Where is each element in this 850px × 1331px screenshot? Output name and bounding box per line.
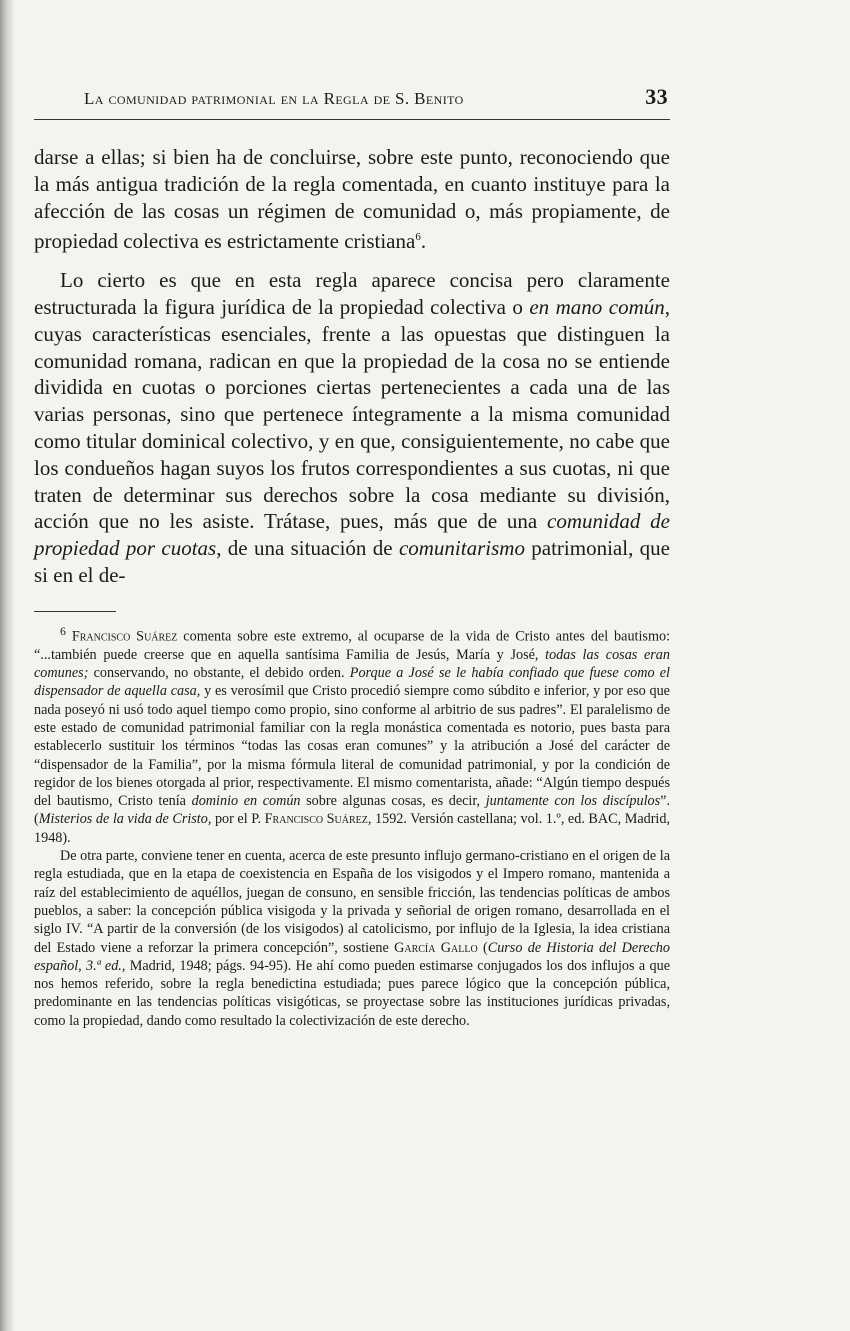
footnote-6-italic-e: Misterios de la vida de Cristo, [38,811,212,828]
paragraph-1-text: darse a ellas; si bien ha de concluirse, sobre este punto, reconociendo que la más antigua tradición de la regla comentada, en cuanto instituye para la afección de las cosas un régimen de comunidad o, más propiamente, de propiedad colectiva es estrictamente cristiana [34,145,670,254]
footnote-7-author: García Gallo [394,939,478,956]
footnote-6-author: Francisco Suárez [71,628,178,645]
footnote-7-text-a: De otra parte, conviene tener en cuenta, acerca de este presunto influjo germano-cristiano en el origen de la regla estudiada, que en la etapa de coexistencia en España de los visigodos y el Impero romano, mantenida a raíz del establecimiento de aquéllos, juegan de consuno, en sensible fricción, las tendencias políticas de ambos pueblos, a saber: la concepción pública visigoda y la privada y señorial de origen romano, desarrollada en el siglo IV. “A partir de la conversión (de los visigodos) al catolicismo, por influjo de la Iglesia, la idea cristiana del Estado viene a reforzar la primera concepción”, sostiene [34,848,670,956]
paragraph-2-italic-a: en mano común [529,294,665,319]
footnote-6-text-d: sobre algunas cosas, es decir, [300,793,486,810]
footnote-ref-6: 6 [415,231,421,244]
footnote-7 [34,847,670,1030]
footnote-6-author-2: Francisco Suárez [264,811,368,828]
footnote-7-text-b: ( [477,939,488,956]
footnote-7-italic: Curso de Historia del Derecho español, 3.ª ed., [34,939,670,974]
book-spine-shadow [0,0,14,1331]
footnote-6-text-e: ”. ( [34,793,670,828]
paragraph-2 [34,267,670,589]
footnote-6-text-g: , 1592. Versión castellana; vol. 1.º, ed. BAC, Madrid, 1948). [34,811,671,846]
footnote-6 [34,622,670,847]
running-title: La comunidad patrimonial en la Regla de S. Benito [84,89,464,108]
paragraph-2-text-b: , cuyas características esenciales, frente a las opuestas que distinguen la comunidad romana, radican en que la propiedad de la cosa no se entiende dividida en cuotas o porciones ciertas pertenecientes a cada una de las varias personas, sino que pertenece íntegramente a la misma comunidad como titular dominical colectivo, y en que, consiguientemente, no cabe que los condueños hagan suyos los frutos correspondientes a sus cuotas, ni que traten de determinar sus derechos sobre la cosa mediante su división, acción que no les asiste. Trátase, pues, más que de una [34,294,670,534]
book-page [34,84,670,1030]
paragraph-2-italic-c: comunitarismo [398,536,525,561]
paragraph-2-text-d: patrimonial, que si en el de- [34,536,670,587]
paragraph-2-text-c: , de una situación de [216,536,399,561]
page-number: 33 [645,84,668,109]
footnote-rule [34,611,116,612]
footnote-6-marker: 6 [60,623,66,638]
paragraph-1 [34,144,670,255]
footnote-6-text-b: conservando, no obstante, el debido orden. [88,665,350,682]
paragraph-2-italic-b: comunidad de propiedad por cuotas [34,509,670,561]
running-header [34,84,670,120]
footnote-6-italic-a: todas las cosas eran comunes; [34,646,670,682]
footnote-6-italic-d: juntamente con los discípulos [485,793,661,810]
footnote-6-text-c: y es verosímil que Cristo procedió siempre como súbdito e inferior, y por eso que nada poseyó ni usó todo aquel tiempo como propio, sino conforme al arbitrio de sus padres”. El paralelismo de este estado de comunidad patrimonial familiar con la regla monástica comentada es notorio, pues basta para establecerlo sustituir los términos “todas las cosas eran comunes” y la atribución a José del carácter de “dispensador de la Familia”, por la misma fórmula literal de comunidad patrimonial, y por la condición de regidor de los bienes otorgada al prior, respectivamente. El mismo comentarista, añade: “Algún tiempo después del bautismo, Cristo tenía [34,683,670,810]
main-text [34,144,670,589]
paragraph-2-text-a: Lo cierto es que en esta regla aparece concisa pero claramente estructurada la figura jurídica de la propiedad colectiva o [34,268,670,319]
footnote-7-text-c: Madrid, 1948; págs. 94-95). He ahí como pueden estimarse conjugados los dos influjos a que nos hemos referido, sobre la regla benedictina estudiada; pues parece lógico que la concepción pública, predominante en las tendencias políticas visigóticas, se proyectase sobre las instituciones jurídicas privadas, como la propiedad, dando como resultado la colectivización de este derecho. [34,957,670,1029]
footnote-6-italic-c: dominio en común [191,793,301,810]
footnote-6-text-a: comenta sobre este extremo, al ocuparse de la vida de Cristo antes del bautismo: “...también puede creerse que en aquella santísima Familia de Jesús, María y José, [34,628,671,663]
footnote-6-text-f: por el P. [211,811,265,828]
paragraph-1-end: . [420,229,427,254]
footnotes [34,622,670,1030]
footnote-6-italic-b: Porque a José se le había confiado que fuese como el dispensador de aquella casa, [34,665,671,700]
